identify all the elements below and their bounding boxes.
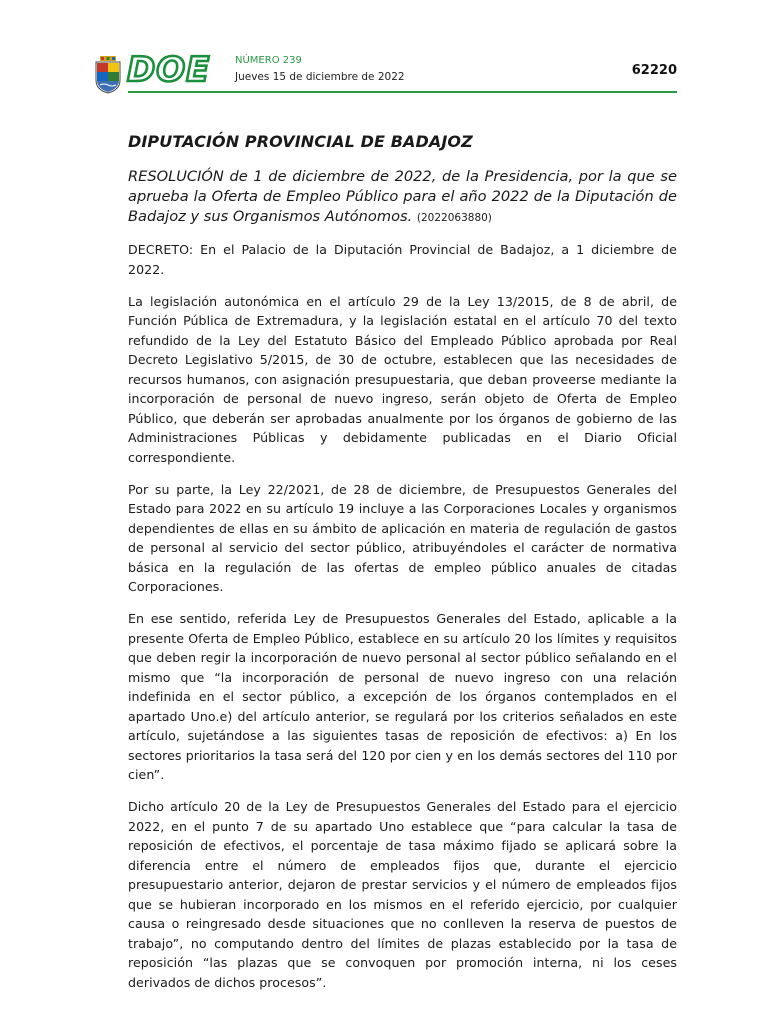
doe-header	[93, 52, 677, 94]
resolution-text: RESOLUCIÓN de 1 de diciembre de 2022, de la Presidencia, por la que se aprueba la Oferta de Empleo Público para el año 2022 de la Diputación de Badajoz y sus Organismos Autónomos.	[128, 168, 677, 225]
page-number: 62220	[631, 63, 677, 78]
document-body	[128, 132, 677, 1005]
paragraph: Dicho artículo 20 de la Ley de Presupuestos Generales del Estado para el ejercicio 2022, en el punto 7 de su apartado Uno establece que “para calcular la tasa de reposición de efectivos, el porcentaje de tasa máximo fijado se aplicará sobre la diferencia entre el número de empleados fijos que, durante el ejercicio presupuestario anterior, dejaron de prestar servicios y el número de empleados fijos que se hubieran incorporado en los mismos en el referido ejercicio, por cualquier causa o reingresado desde situaciones que no conlleven la reserva de puestos de trabajo”, no computando dentro del límites de plazas establecido por la tasa de reposición “las plazas que se convoquen por promoción interna, ni los ceses derivados de dichos procesos”.	[128, 799, 677, 990]
paragraph: Por su parte, la Ley 22/2021, de 28 de diciembre, de Presupuestos Generales del Estado para 2022 en su artículo 19 incluye a las Corporaciones Locales y organismos dependientes de ellas en su ámbito de aplicación en materia de regulación de gastos de personal al servicio del sector público, atribuyéndoles el carácter de normativa básica en la regulación de las ofertas de empleo público anuales de citadas Corporaciones.	[128, 481, 677, 594]
organization-heading: DIPUTACIÓN PROVINCIAL DE BADAJOZ	[128, 132, 473, 151]
issue-date: Jueves 15 de diciembre de 2022	[235, 71, 405, 83]
paragraph-decreto: DECRETO: En el Palacio de la Diputación Provincial de Badajoz, a 1 diciembre de 2022.	[128, 242, 677, 277]
resolution-code: (2022063880)	[416, 212, 492, 224]
paragraph: La legislación autonómica en el artículo 29 de la Ley 13/2015, de 8 de abril, de Función Pública de Extremadura, y la legislación estatal en el artículo 70 del texto refundido de la Ley del Estatuto Básico del Empleado Público aprobada por Real Decreto Legislativo 5/2015, de 30 de octubre, establecen que las necesidades de recursos humanos, con asignación presupuestaria, que deban proveerse mediante la incorporación de personal de nuevo ingreso, serán objeto de Oferta de Empleo Público, que deberán ser aprobadas anualmente por los órganos de gobierno de las Administraciones Públicas y debidamente publicadas en el Diario Oficial correspondiente.	[128, 293, 677, 465]
resolution-title	[128, 167, 677, 228]
paragraph: En ese sentido, referida Ley de Presupuestos Generales del Estado, aplicable a la presente Oferta de Empleo Público, establece en su artículo 20 los límites y requisitos que deben regir la incorporación de nuevo personal al sector público señalando en el mismo que “la incorporación de personal de nuevo ingreso con una relación indefinida en el sector público, a excepción de los órganos contemplados en el apartado Uno.e) del artículo anterior, se regulará por los criterios señalados en este artículo, sujetándose a las siguientes tasas de reposición de efectivos: a) En los sectores prioritarios la tasa será del 120 por cien y en los demás sectores del 110 por cien”.	[128, 611, 677, 782]
issue-number: NÚMERO 239	[235, 55, 302, 66]
header-divider	[128, 91, 677, 93]
doe-logo: DOE	[127, 50, 211, 90]
coat-of-arms-icon	[93, 56, 123, 94]
